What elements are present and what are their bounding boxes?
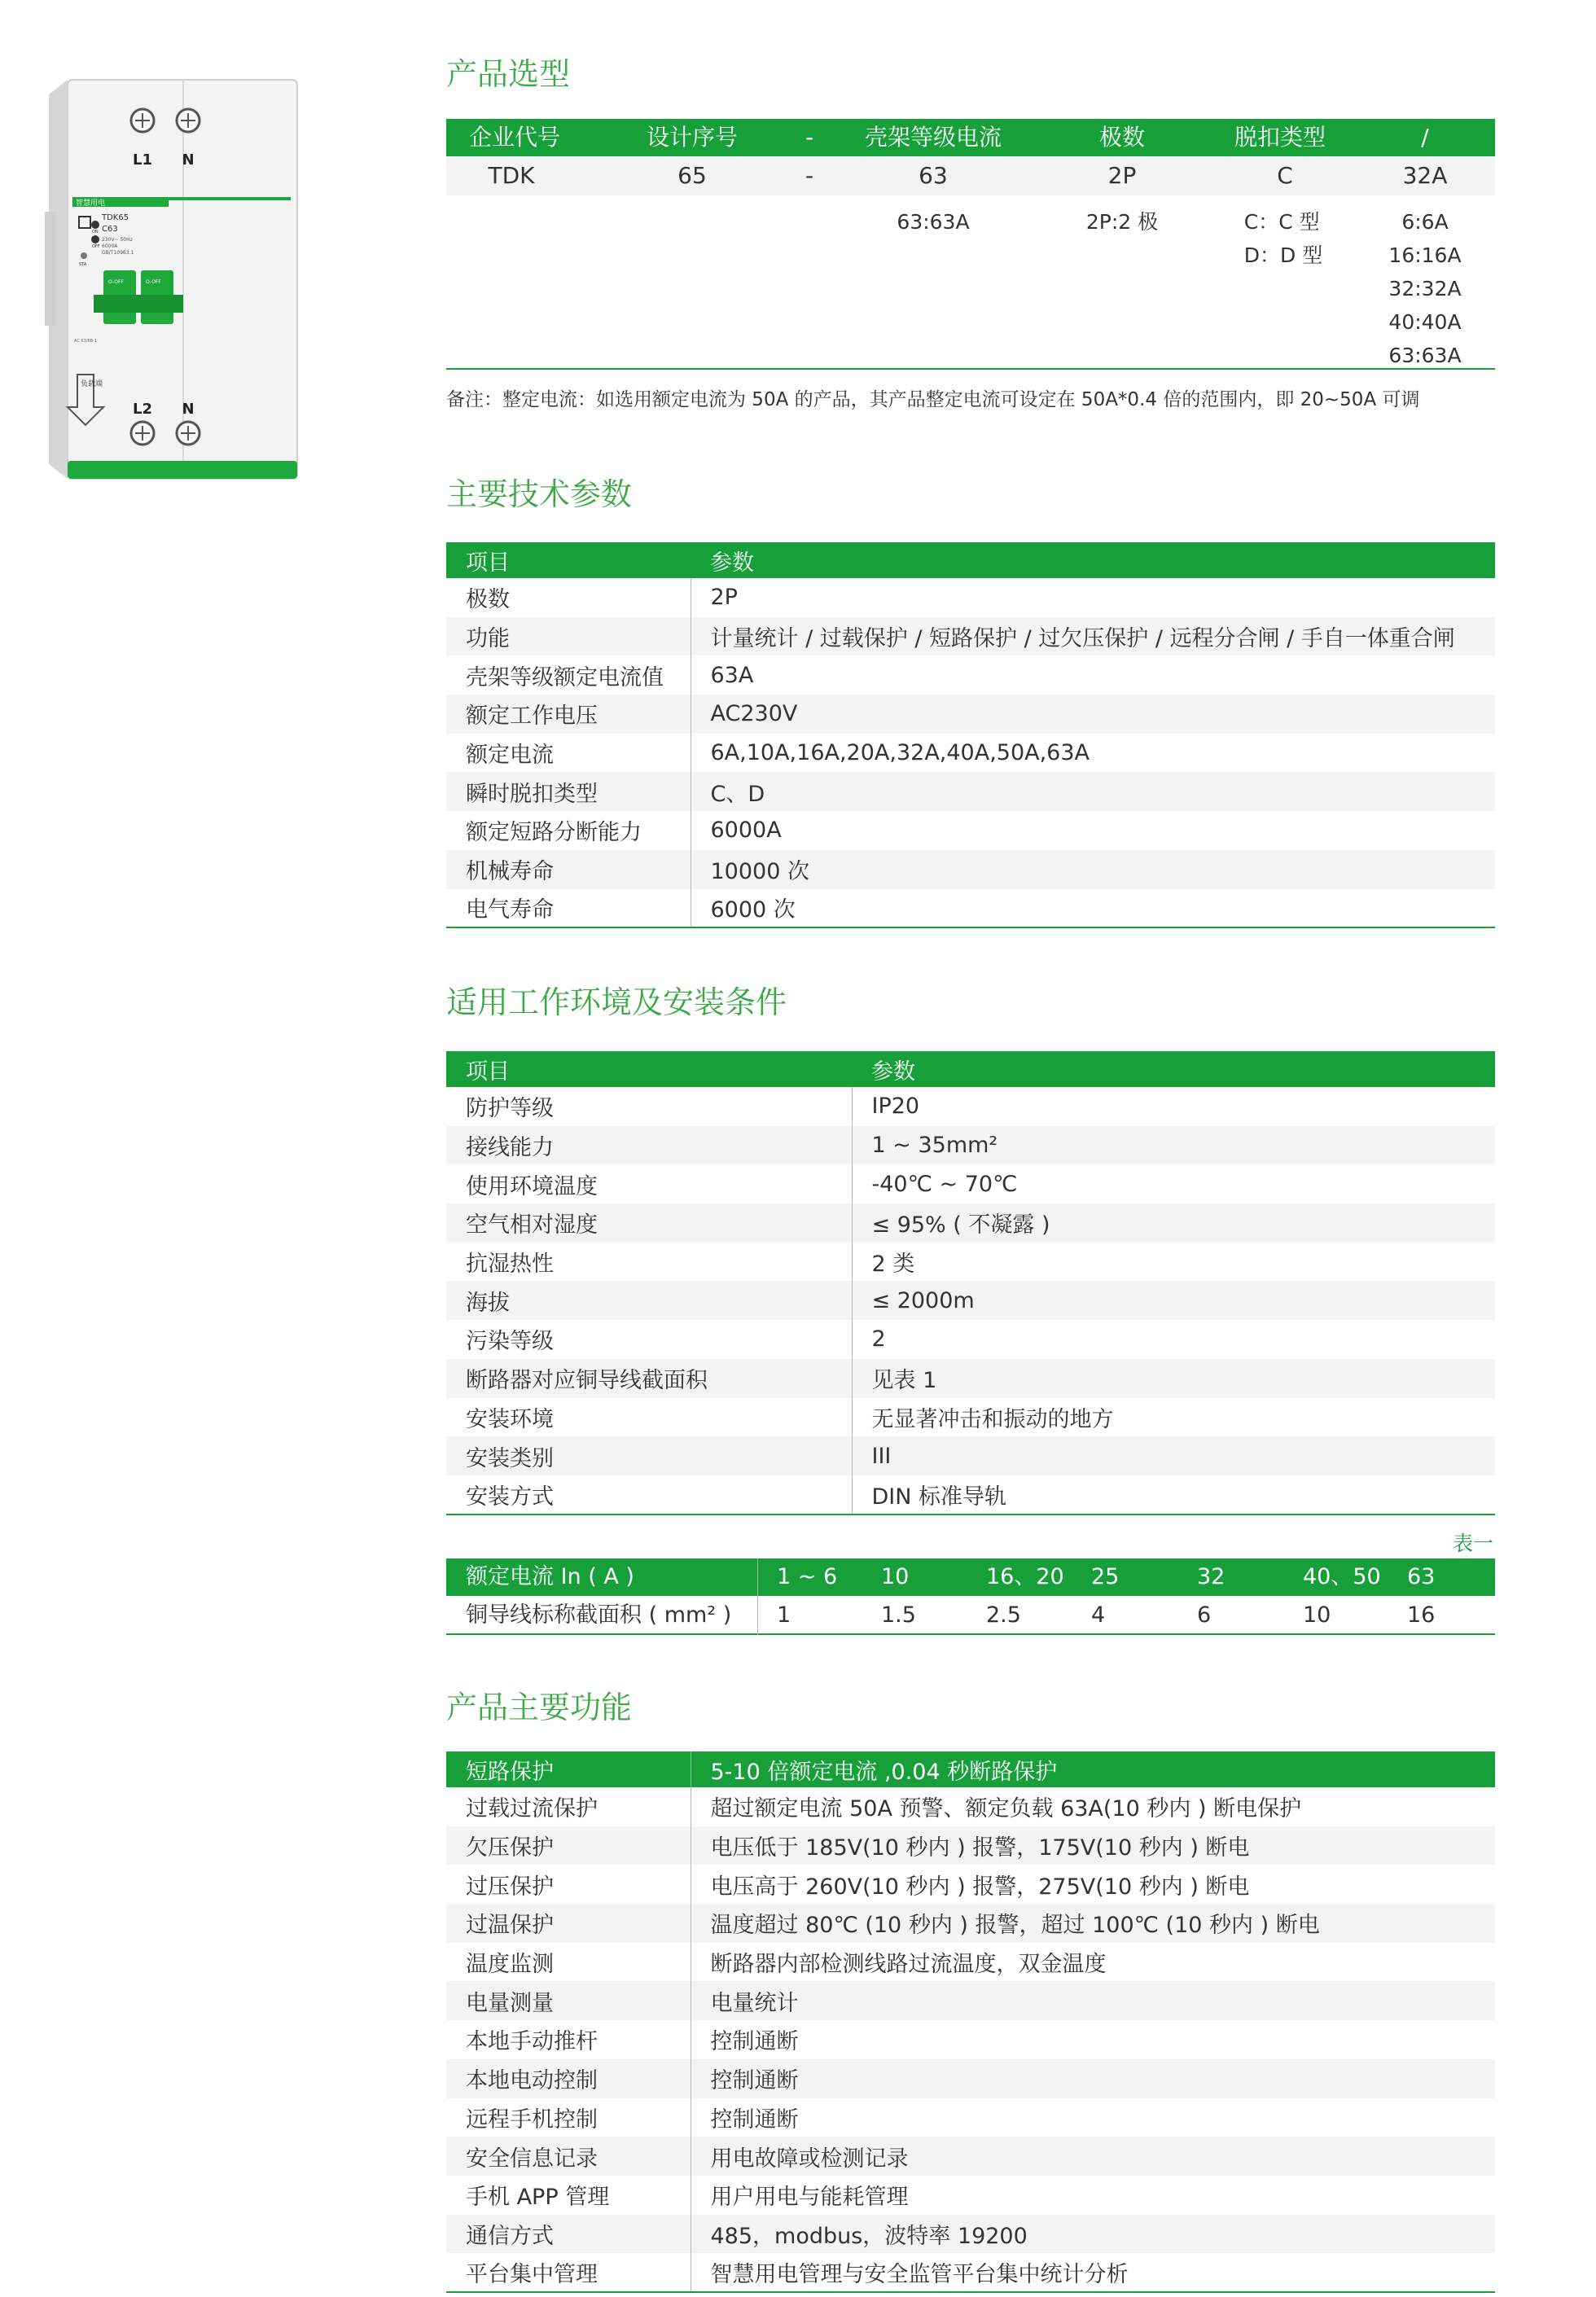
table-cell: 控制通断 [710,2106,799,2133]
table-cell: 功能 [446,617,691,656]
table-cell: 电量统计 [691,1981,1495,2020]
terminal-label-l1: L1 [133,151,152,169]
section-title-selection: 产品选型 [446,56,571,92]
cable-area: 16 [1407,1602,1436,1628]
cable-area: 4 [1091,1602,1106,1628]
table-cell: 2 [871,1326,886,1352]
table-row [446,1164,1495,1203]
table-row [446,1359,1495,1398]
brand-label: 智慧用电 [76,199,106,208]
table-cell: DIN 标准导轨 [852,1475,1495,1515]
cable-header-row [446,1558,1495,1596]
table-cell: 平台集中管理 [446,2253,691,2292]
table-cell: 过载过流保护 [446,1787,691,1826]
table-row [446,1436,1495,1475]
table-row [446,734,1495,773]
table-cell: 额定工作电压 [446,695,691,734]
table-cell: 壳架等级额定电流值 [446,655,691,695]
table-cell: 安装类别 [446,1436,852,1475]
table-row [446,2176,1495,2215]
table-cell: 无显著冲击和振动的地方 [871,1406,1114,1432]
cable-current: 40、50 [1303,1564,1381,1589]
table-cell: 本地电动控制 [446,2059,691,2098]
terminal-label-n-top: N [182,151,195,169]
table-cell: 额定电流 [446,734,691,773]
table-row [446,1126,1495,1165]
table-cell: 485，modbus，波特率 19200 [691,2215,1495,2254]
table-row [446,2253,1495,2292]
tech-header-cell: 参数 [691,542,1495,578]
selection-value: 63 [919,162,948,189]
table-cell: 超过额定电流 50A 预警、额定负载 63A(10 秒内 ) 断电保护 [710,1796,1302,1822]
env-table [446,1051,1495,1515]
selection-value: TDK [488,162,535,189]
option-item: 63:63A [897,210,970,234]
cable-current: 10 [881,1564,910,1589]
table-row [446,578,1495,617]
cable-area: 10 [1303,1602,1331,1628]
selection-header-cell: 企业代号 [468,124,561,151]
option-item: 40:40A [1388,310,1462,334]
selection-header-cell: - [805,124,814,151]
functions-header-cell: 短路保护 [446,1751,691,1787]
option-item: 32:32A [1388,277,1462,300]
table-cell: 用电故障或检测记录 [691,2137,1495,2176]
functions-header-row [446,1751,1495,1787]
table-cell: 6000 次 [691,889,1495,928]
table-cell: 电压高于 260V(10 秒内 ) 报警，275V(10 秒内 ) 断电 [710,1874,1250,1900]
tech-header-cell: 项目 [446,542,691,578]
table-cell: 极数 [446,578,691,617]
table-cell: 接线能力 [446,1126,852,1165]
cable-area: 2.5 [986,1602,1021,1628]
functions-header-cell: 5-10 倍额定电流 ,0.04 秒断路保护 [691,1751,1495,1787]
table-cell: 过温保护 [446,1904,691,1943]
table-row [446,1981,1495,2020]
table-cell: 断路器对应铜导线截面积 [446,1359,852,1398]
selection-header-cell: 壳架等级电流 [864,124,1002,151]
table-cell: 6000A [710,818,782,844]
table-cell: 智慧用电管理与安全监管平台集中统计分析 [691,2253,1495,2292]
table-row [446,1281,1495,1320]
table-cell: 2 类 [871,1252,915,1278]
selection-header-cell: 脱扣类型 [1234,124,1326,151]
functions-table [446,1751,1495,2293]
table-cell: 抗湿热性 [446,1243,852,1282]
table-row [446,1904,1495,1943]
selection-options [446,195,1495,370]
section-title-env: 适用工作环境及安装条件 [446,984,787,1020]
table-cell: ≤ 2000m [852,1281,1495,1320]
selection-values-row [446,156,1495,195]
table-row [446,1826,1495,1865]
table-one-label: 表一 [1453,1532,1494,1555]
spec-line2: 6000A [102,243,118,249]
cable-current: 16、20 [986,1564,1064,1589]
table-cell: 防护等级 [446,1087,852,1126]
table-cell: 电量测量 [446,1981,691,2020]
selection-header-cell: 设计序号 [646,124,739,151]
cable-table [446,1558,1495,1635]
table-cell: -40℃ ~ 70℃ [871,1171,1018,1197]
table-row [446,2020,1495,2059]
cable-area: 1.5 [881,1602,916,1628]
table-cell: 温度超过 80℃ (10 秒内 ) 报警，超过 100℃ (10 秒内 ) 断电 [691,1904,1495,1943]
table-row [446,1320,1495,1359]
table-cell: 2P [710,585,738,611]
table-row [446,1398,1495,1437]
table-cell: 额定短路分断能力 [446,811,691,850]
spec-line3: GB/T10963.1 [102,250,134,256]
selection-value: - [805,162,814,189]
table-cell: 电压低于 185V(10 秒内 ) 报警，175V(10 秒内 ) 断电 [691,1826,1495,1865]
spec-line1: 230V~ 50Hz [102,237,133,243]
option-item: 63:63A [1388,344,1462,367]
table-cell: 63A [710,662,754,688]
cable-current: 1 ~ 6 [777,1564,838,1589]
table-row [446,2215,1495,2254]
table-cell: 污染等级 [446,1320,852,1359]
option-item: 6:6A [1401,210,1449,234]
table-cell: 过压保护 [446,1865,691,1904]
table-row [446,1087,1495,1126]
pole-options [1086,205,1158,239]
table-cell: 远程手机控制 [446,2098,691,2137]
trip-options [1244,205,1322,272]
switch-label-left: O-OFF [108,279,124,285]
rating-label: C63 [102,225,118,234]
table-cell: 断路器内部检测线路过流温度，双金温度 [710,1952,1107,1978]
table-cell: 计量统计 / 过载保护 / 短路保护 / 过欠压保护 / 远程分合闸 / 手自一体重合闸 [691,617,1495,656]
table-cell: 1 ~ 35mm² [852,1126,1495,1165]
table-cell: 6A,10A,16A,20A,32A,40A,50A,63A [710,740,1090,766]
off-label: OFF [92,244,100,249]
selection-note: 备注：整定电流：如选用额定电流为 50A 的产品，其产品整定电流可设定在 50A*0.4 倍的范围内，即 20~50A 可调 [446,389,1420,410]
terminal-label-n-bottom: N [182,401,195,418]
table-cell: 安全信息记录 [446,2137,691,2176]
table-cell: 见表 1 [852,1359,1495,1398]
cable-area: 1 [777,1602,791,1628]
table-cell: 安装方式 [446,1475,852,1515]
table-cell: 瞬时脱扣类型 [446,772,691,811]
terminal-label-l2: L2 [133,401,152,418]
tech-table [446,542,1495,928]
tech-header-row [446,542,1495,578]
table-cell: 控制通断 [691,2059,1495,2098]
frame-options [897,205,969,239]
env-header-cell: 项目 [446,1051,852,1087]
table-row [446,1787,1495,1826]
table-row [446,1865,1495,1904]
selection-table [446,119,1495,370]
cable-header-label: 额定电流 In ( A ) [466,1564,634,1589]
table-cell: 空气相对湿度 [446,1203,852,1243]
table-cell: 用户用电与能耗管理 [710,2185,909,2211]
selection-header-cell: 极数 [1098,124,1146,151]
model-label: TDK65 [102,213,129,222]
table-cell: 安装环境 [446,1398,852,1437]
env-header-row [446,1051,1495,1087]
env-header-cell: 参数 [852,1051,1495,1087]
table-cell: III [852,1436,1495,1475]
option-item: C：C 型 [1243,210,1320,234]
table-row [446,617,1495,656]
on-label: ON [92,230,99,235]
selection-value: 2P [1107,162,1137,189]
current-options [1388,205,1461,372]
table-row [446,889,1495,928]
section-title-functions: 产品主要功能 [446,1690,633,1725]
selection-value: 32A [1402,162,1448,189]
table-cell: C、D [691,772,1495,811]
table-row [446,2137,1495,2176]
table-cell: 电气寿命 [446,889,691,928]
cable-current: 32 [1197,1564,1226,1589]
table-cell: 控制通断 [710,2029,799,2055]
breaker-clean [45,73,314,489]
table-cell: 欠压保护 [446,1826,691,1865]
led-icon [91,221,99,229]
cable-current: 25 [1091,1564,1120,1589]
table-cell: IP20 [871,1094,920,1120]
table-row [446,850,1495,889]
table-row [446,1203,1495,1243]
table-cell: 机械寿命 [446,850,691,889]
cable-row-label: 铜导线标称截面积 ( mm² ) [466,1602,732,1628]
table-cell: 手机 APP 管理 [446,2176,691,2215]
option-item: 2P:2 极 [1085,210,1159,234]
switch-label-right: O-OFF [146,279,161,285]
table-row [446,772,1495,811]
table-row [446,811,1495,850]
table-cell: 10000 次 [691,850,1495,889]
table-row [446,695,1495,734]
cable-area-row [446,1596,1495,1635]
table-row [446,2098,1495,2137]
option-item: 16:16A [1388,243,1462,267]
table-cell: 海拔 [446,1281,852,1320]
table-cell: 通信方式 [446,2215,691,2254]
ac-label: AC 63/6B-1 [74,339,98,344]
table-cell: 使用环境温度 [446,1164,852,1203]
selection-value: 65 [677,162,707,189]
table-row [446,1243,1495,1282]
cable-current: 63 [1407,1564,1436,1589]
selection-header [446,119,1495,156]
sta-label: STA [79,262,87,267]
table-row [446,655,1495,695]
option-item: D：D 型 [1243,243,1323,267]
table-cell: AC230V [691,695,1495,734]
table-row [446,1475,1495,1515]
table-cell: 温度监测 [446,1943,691,1982]
load-label: 负载端 [81,380,103,388]
selection-header-cell: / [1421,124,1429,151]
selection-value: C [1277,162,1293,189]
table-cell: ≤ 95% ( 不凝露 ) [852,1203,1495,1243]
section-title-tech: 主要技术参数 [446,476,633,512]
table-row [446,1943,1495,1982]
table-row [446,2059,1495,2098]
table-cell: 本地手动推杆 [446,2020,691,2059]
cable-area: 6 [1197,1602,1212,1628]
